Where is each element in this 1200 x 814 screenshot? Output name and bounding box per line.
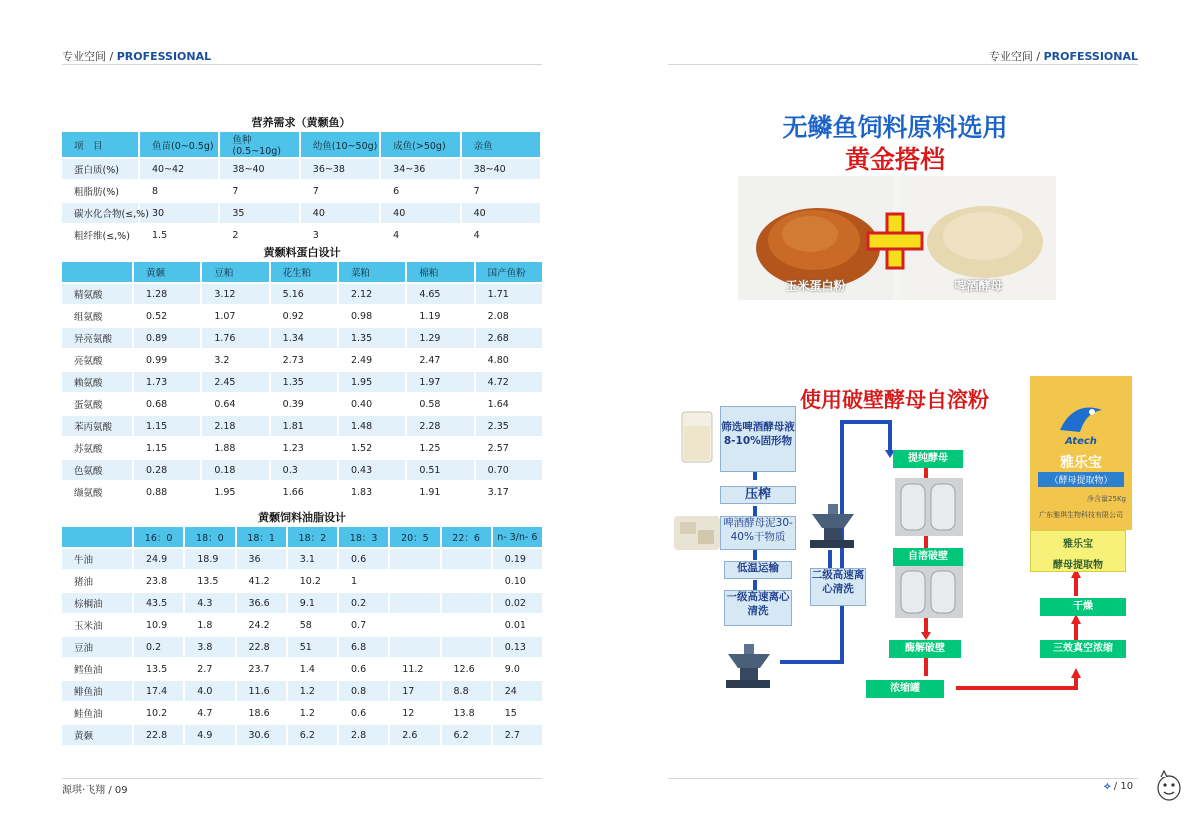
table-cell: 0.02 [493,593,542,613]
table-row [62,394,542,414]
table-row [62,615,542,635]
table-cell: 4.3 [185,593,234,613]
table-cell: 4 [381,225,459,245]
header-right-prefix: 专业空间 / [988,50,1044,63]
table-row [62,372,542,392]
table-cell: 0.19 [493,549,542,569]
table-cell: 2.35 [476,416,542,436]
table-cell: 4.72 [476,372,542,392]
table-cell: 10.9 [134,615,183,635]
table-cell: 2.7 [185,659,234,679]
table-cell: 6.8 [339,637,388,657]
column-header: 20：5 [390,527,439,547]
table-cell: 0.98 [339,306,405,326]
table-cell: 1.48 [339,416,405,436]
table-cell: 35 [220,203,298,223]
yeast-paste-icon [672,510,722,554]
step-centrifuge-1: 一级高速离心清洗 [724,590,792,626]
feature-subtitle: 黄金搭档 [844,145,945,174]
table-cell: 1.88 [202,438,268,458]
table-cell: 0.10 [493,571,542,591]
table3-title: 黄颡饲料油脂设计 [258,511,346,524]
table-cell: 13.8 [442,703,491,723]
product-atech: Atech [1065,436,1097,447]
table-cell: 1.29 [407,328,473,348]
step-yeast-paste: 啤酒酵母泥30-40%干物质 [720,516,796,550]
table-cell: 2.8 [339,725,388,745]
table-cell: 0.6 [339,659,388,679]
table-cell: 18.9 [185,549,234,569]
table-cell: 22.8 [134,725,183,745]
table-cell: 1.2 [288,681,337,701]
divider [62,64,542,65]
table-cell: 牛油 [62,549,132,569]
table-cell: 1.5 [140,225,218,245]
table-cell: 58 [288,615,337,635]
column-header: 棉粕 [407,262,473,282]
table-cell: 7 [462,181,540,201]
table-cell: 9.1 [288,593,337,613]
step-purify-yeast: 提纯酵母 [893,450,963,468]
product-maker: 广东雅琪生物科技有限公司 [1039,511,1123,519]
table-cell: 蛋白质(%) [62,159,138,179]
table-cell: 1.2 [288,703,337,723]
table-cell: 1.4 [288,659,337,679]
table-cell: 蛋氨酸 [62,394,132,414]
table-cell: 30.6 [237,725,286,745]
table-cell: 17.4 [134,681,183,701]
column-header [62,262,132,282]
table-row [62,159,540,179]
table-cell: 30 [140,203,218,223]
table-cell: 6.2 [288,725,337,745]
tank-icon [895,478,963,536]
column-header: 18：0 [185,527,234,547]
table-cell: 0.51 [407,460,473,480]
table-cell: 0.28 [134,460,200,480]
table-cell: 17 [390,681,439,701]
product-subtitle: （酵母提取物） [1038,472,1124,487]
product-label-line2: 酵母提取物 [1053,560,1103,571]
table-cell: 2.6 [390,725,439,745]
table-cell: 0.7 [339,615,388,635]
table-cell: 6.2 [442,725,491,745]
feature-title: 无鳞鱼饲料原料选用 [782,113,1008,142]
plus-icon [866,212,924,270]
table-cell: 2.08 [476,306,542,326]
table-cell: 豆油 [62,637,132,657]
footer-right [1104,781,1133,792]
table-cell: 0.58 [407,394,473,414]
table-cell: 3.8 [185,637,234,657]
table-cell: 1.34 [271,328,337,348]
column-header: 22：6 [442,527,491,547]
table-cell: 0.52 [134,306,200,326]
table-cell: 2.18 [202,416,268,436]
header-right-professional: PROFESSIONAL [1043,50,1138,63]
table-row [62,416,542,436]
table-row [62,681,542,701]
table-cell: 40~42 [140,159,218,179]
table-row [62,460,542,480]
table-cell: 3.12 [202,284,268,304]
table-cell: 2.28 [407,416,473,436]
table-header-row [62,262,542,282]
table-cell: 36.6 [237,593,286,613]
table-cell: 1.91 [407,482,473,502]
table-cell: 2.45 [202,372,268,392]
divider [62,778,542,779]
table-cell: 0.8 [339,681,388,701]
table-cell: 0.6 [339,703,388,723]
table-cell: 2.49 [339,350,405,370]
table-cell: 18.6 [237,703,286,723]
table-cell: 11.6 [237,681,286,701]
table-cell: 0.99 [134,350,200,370]
table-cell: 1.66 [271,482,337,502]
table-row [62,306,542,326]
table-cell: 41.2 [237,571,286,591]
header-right [989,48,1138,64]
table-cell: 0.6 [339,549,388,569]
table-cell: 2.68 [476,328,542,348]
table-cell: 24.2 [237,615,286,635]
footer-left: 源琪·飞翔 / 09 [62,785,128,796]
table-cell [442,593,491,613]
column-header: 16：0 [134,527,183,547]
yeast-liquid-glass-icon [676,408,718,466]
step-enzymolysis: 酶解破壁 [889,640,961,658]
tank-icon [895,566,963,618]
table-row [62,181,540,201]
table-cell: 0.3 [271,460,337,480]
table-cell: 0.64 [202,394,268,414]
table-cell: 1.15 [134,416,200,436]
column-header: 18：2 [288,527,337,547]
bird-logo-icon [1056,400,1106,436]
beer-yeast-photo [901,176,1056,300]
oil-table [60,525,544,747]
table-row [62,225,540,245]
table-cell: 0.40 [339,394,405,414]
table-cell: 0.39 [271,394,337,414]
table-cell: 鲱鱼油 [62,681,132,701]
divider [668,778,1138,779]
brand-logo-icon: ⟡ [1104,781,1111,792]
table-cell: 3.17 [476,482,542,502]
centrifuge-icon [806,500,860,552]
table-cell: 7 [301,181,379,201]
table-cell: 0.43 [339,460,405,480]
step-vacuum-concentration: 三效真空浓缩 [1040,640,1126,658]
table-cell: 13.5 [134,659,183,679]
step-drying: 干燥 [1040,598,1126,616]
table-cell: 1.8 [185,615,234,635]
table-cell: 3.1 [288,549,337,569]
table-cell: 0.2 [134,637,183,657]
column-header: 亲鱼 [462,132,540,157]
step-press: 压榨 [720,486,796,504]
table-cell: 0.70 [476,460,542,480]
footer-page: / 10 [1110,781,1134,792]
table-cell: 24.9 [134,549,183,569]
table-cell: 鳕鱼油 [62,659,132,679]
table-cell: 11.2 [390,659,439,679]
table-cell: 0.88 [134,482,200,502]
protein-table [60,260,544,504]
table-row [62,482,542,502]
column-header: 鱼种(0.5~10g) [220,132,298,157]
column-header: 国产鱼粉 [476,262,542,282]
table-cell: 15 [493,703,542,723]
table-cell: 40 [462,203,540,223]
column-header: 鱼苗(0~0.5g) [140,132,218,157]
table-cell [390,571,439,591]
table-row [62,637,542,657]
table-cell: 玉米油 [62,615,132,635]
table-cell: 1.28 [134,284,200,304]
step-cold-transport: 低温运输 [724,561,792,579]
table-cell: 1.15 [134,438,200,458]
table-cell: 3.2 [202,350,268,370]
table-cell: 1.83 [339,482,405,502]
table-cell [442,549,491,569]
table-cell: 6 [381,181,459,201]
column-header: 黄颡 [134,262,200,282]
column-header: 项 目 [62,132,138,157]
table-row [62,350,542,370]
product-bag [1030,376,1132,530]
table-cell: 4.0 [185,681,234,701]
step-label: 筛选啤酒酵母液 [721,421,795,433]
table-cell: 1.23 [271,438,337,458]
header-left-prefix: 专业空间 / [62,50,117,63]
table-cell: 1.52 [339,438,405,458]
table-cell: 4.65 [407,284,473,304]
step-centrifuge-2: 二级高速离心清洗 [810,568,866,606]
table-cell: 色氨酸 [62,460,132,480]
table-cell: 碳水化合物(≤,%) [62,203,138,223]
table-cell: 0.92 [271,306,337,326]
table-cell [390,637,439,657]
table-cell: 0.13 [493,637,542,657]
table-cell: 4.7 [185,703,234,723]
table-row [62,328,542,348]
table-cell: 异亮氨酸 [62,328,132,348]
table-cell: 40 [381,203,459,223]
table-cell: 7 [220,181,298,201]
divider [668,64,1138,65]
table2-title: 黄颡料蛋白设计 [263,246,341,259]
table1-title: 营养需求（黄颡鱼） [251,116,351,129]
table-cell: 4 [462,225,540,245]
table-cell: 23.7 [237,659,286,679]
table-cell [390,549,439,569]
table-cell: 苏氨酸 [62,438,132,458]
header-left [62,48,211,64]
table-cell: 苯丙氨酸 [62,416,132,436]
table-cell: 亮氨酸 [62,350,132,370]
table-cell: 0.01 [493,615,542,635]
table-cell: 2.7 [493,725,542,745]
table-cell: 8.8 [442,681,491,701]
table-cell: 5.16 [271,284,337,304]
table-row [62,725,542,745]
column-header: 18：3 [339,527,388,547]
table-cell: 1 [339,571,388,591]
table-cell [390,593,439,613]
table-header-row [62,132,540,157]
table-cell: 4.9 [185,725,234,745]
table-cell: 1.71 [476,284,542,304]
table-cell: 精氨酸 [62,284,132,304]
table-cell [442,637,491,657]
table-cell: 黄颡 [62,725,132,745]
table-cell: 10.2 [288,571,337,591]
table-cell: 22.8 [237,637,286,657]
table-cell: 1.95 [202,482,268,502]
column-header: 18：1 [237,527,286,547]
column-header [62,527,132,547]
table-cell: 2.47 [407,350,473,370]
column-header: 豆粕 [202,262,268,282]
table-cell: 0.89 [134,328,200,348]
mascot-icon [1154,768,1184,802]
photo-caption: 玉米蛋白粉 [785,279,846,293]
table-cell: 1.07 [202,306,268,326]
table-row [62,703,542,723]
table-cell: 鲑鱼油 [62,703,132,723]
product-label-line1: 雅乐宝 [1063,539,1093,550]
table-cell: 43.5 [134,593,183,613]
column-header: 成鱼(>50g) [381,132,459,157]
table-cell: 24 [493,681,542,701]
table-cell: 0.68 [134,394,200,414]
table-cell: 1.81 [271,416,337,436]
table-cell: 4.80 [476,350,542,370]
table-cell: 23.8 [134,571,183,591]
table-row [62,659,542,679]
table-row [62,571,542,591]
table-row [62,593,542,613]
table-cell: 1.25 [407,438,473,458]
table-cell: 赖氨酸 [62,372,132,392]
table-cell: 38~40 [462,159,540,179]
table-cell: 3 [301,225,379,245]
table-cell: 组氨酸 [62,306,132,326]
table-cell: 2.73 [271,350,337,370]
column-header: 花生粕 [271,262,337,282]
table-cell: 1.64 [476,394,542,414]
photo-caption: 啤酒酵母 [954,279,1003,293]
step-label-sub: 8-10%固形物 [723,434,793,447]
centrifuge-icon [722,640,776,692]
table-cell: 粗脂肪(%) [62,181,138,201]
table-cell: 1.35 [271,372,337,392]
table-row [62,284,542,304]
table-cell: 1.35 [339,328,405,348]
flow-title: 使用破壁酵母自溶粉 [800,388,989,412]
table-cell: 0.18 [202,460,268,480]
table-cell: 猪油 [62,571,132,591]
table-cell: 2 [220,225,298,245]
table-cell [442,571,491,591]
table-cell: 12.6 [442,659,491,679]
table-header-row [62,527,542,547]
table-cell: 10.2 [134,703,183,723]
table-cell: 12 [390,703,439,723]
table-cell: 粗纤维(≤,%) [62,225,138,245]
column-header: 菜粕 [339,262,405,282]
table-cell: 1.95 [339,372,405,392]
table-cell [390,615,439,635]
table-cell: 1.73 [134,372,200,392]
header-left-professional: PROFESSIONAL [116,50,212,63]
table-cell: 1.97 [407,372,473,392]
table-cell: 13.5 [185,571,234,591]
table-cell: 1.19 [407,306,473,326]
product-label-box [1030,530,1126,572]
table-cell: 36 [237,549,286,569]
table-cell: 38~40 [220,159,298,179]
table-cell: 0.2 [339,593,388,613]
table-cell: 36~38 [301,159,379,179]
table-cell [442,615,491,635]
table-cell: 40 [301,203,379,223]
step-concentration-tank: 浓缩罐 [866,680,944,698]
column-header: n- 3/n- 6 [493,527,542,547]
table-row [62,438,542,458]
table-cell: 9.0 [493,659,542,679]
table-cell: 2.12 [339,284,405,304]
table-cell: 8 [140,181,218,201]
table-row [62,549,542,569]
product-brand: 雅乐宝 [1060,455,1102,471]
table-cell: 51 [288,637,337,657]
product-weight: 净含量25Kg [1087,495,1126,503]
table-row [62,203,540,223]
column-header: 幼鱼(10~50g) [301,132,379,157]
nutrition-table [60,130,542,247]
step-autolysis: 自溶破壁 [893,548,963,566]
table-cell: 34~36 [381,159,459,179]
step-screen-yeast [720,406,796,472]
table-cell: 缬氨酸 [62,482,132,502]
table-cell: 2.57 [476,438,542,458]
table-cell: 棕榈油 [62,593,132,613]
table-cell: 1.76 [202,328,268,348]
